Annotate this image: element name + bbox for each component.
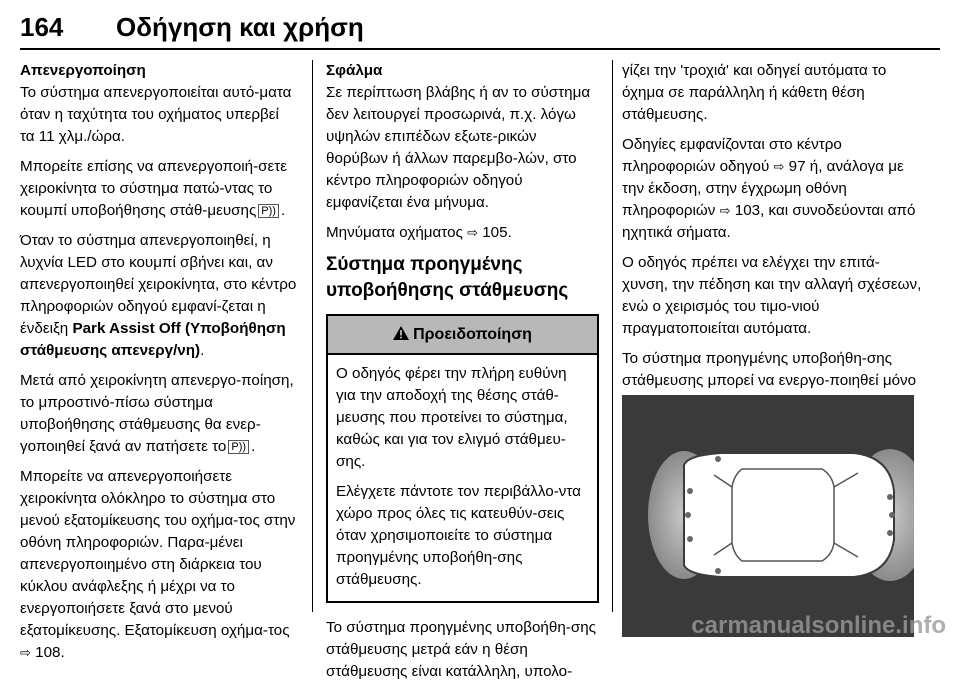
car-body-icon xyxy=(684,453,894,577)
parking-sensor-illustration xyxy=(622,395,914,637)
park-assist-off-message: Park Assist Off (Υποβοήθηση στάθμευσης απενεργ/νη) xyxy=(20,320,286,359)
led-off-text: Όταν το σύστημα απενεργοποιηθεί, η λυχνία LED στο κουμπί σβήνει και, αν απενεργοποιηθεί χειροκίνητα, στο κέντρο πληροφοριών οδηγού εμφανί-ζεται η ένδειξη xyxy=(20,232,297,337)
ref-link-105[interactable]: 105 xyxy=(482,224,508,241)
reference-arrow-icon: ⇨ xyxy=(467,225,478,240)
chapter-title: Οδήγηση και χρήση xyxy=(116,12,364,42)
reference-arrow-icon: ⇨ xyxy=(773,159,785,174)
parking-assist-button-icon: P)) xyxy=(228,440,249,454)
instructions-text: Οδηγίες εμφανίζονται στο κέντρο πληροφοριών οδηγού xyxy=(622,136,842,175)
warning-title: Προειδοποίηση xyxy=(413,326,532,343)
warning-text-2: Ελέγχετε πάντοτε τον περιβάλλο-ντα χώρο προς όλες τις κατευθύν-σεις όταν χρησιμοποιείτε το σύστημα προηγμένης υποβοήθη-σης στάθμευσης. xyxy=(336,483,581,588)
trajectory-text: γίζει την 'τροχιά' και οδηγεί αυτόματα το όχημα σε παράλληλη ή κάθετη θέση στάθμευσης. xyxy=(622,62,887,123)
instructions-mid-text: ή, ανάλογα με την έκδοση, στην έγχρωμη οθόνη πληροφοριών xyxy=(622,158,904,219)
warning-triangle-icon xyxy=(393,326,409,340)
deactivation-text: Το σύστημα απενεργοποιείται αυτό-ματα όταν η ταχύτητα του οχήματος υπερβεί τα 11 χλμ./ώρα. xyxy=(20,84,292,145)
driver-control-text: Ο οδηγός πρέπει να ελέγχει την επιτά-χυνση, την πέδηση και την αλλαγή σχέσεων, ενώ ο χειρισμός του τιμο-νιού πραγματοποιείται αυτόματα. xyxy=(622,254,922,337)
ref-link-108[interactable]: 108 xyxy=(35,644,61,661)
fault-text: Σε περίπτωση βλάβης ή αν το σύστημα δεν λειτουργεί προσωρινά, π.χ. λόγω υψηλών επιπέδων εξωτε-ρικών θορύβων ή άλλων παρεμβο-λών, στο κέντρο πληροφοριών οδηγού εμφανίζεται ένα μήνυμα. xyxy=(326,84,591,211)
column-divider xyxy=(312,60,313,612)
column-divider xyxy=(612,60,613,612)
section-title: Σύστημα προηγμένης υποβοήθησης στάθμευσης xyxy=(326,254,569,301)
reactivation-text: Μετά από χειροκίνητη απενεργο-ποίηση, το μπροστινό-πίσω σύστημα υποβοήθησης στάθμευσης θα ενερ-γοποιηθεί ξανά αν πατήσετε το xyxy=(20,372,294,455)
header-rule xyxy=(20,48,940,50)
parking-assist-button-icon: P)) xyxy=(258,204,279,218)
warning-box xyxy=(326,314,599,603)
fault-heading: Σφάλμα xyxy=(326,62,383,79)
advanced-assist-text: Το σύστημα προηγμένης υποβοήθη-σης στάθμευσης μετρά εάν η θέση στάθμευσης είναι κατάλληλη, υπολο- xyxy=(326,619,596,680)
vehicle-messages-text: Μηνύματα οχήματος xyxy=(326,224,463,241)
reference-arrow-icon: ⇨ xyxy=(20,645,31,660)
page-header xyxy=(20,8,940,50)
ref-link-97[interactable]: 97 xyxy=(788,158,806,175)
column-1: Απενεργοποίηση Το σύστημα απενεργοποιείται αυτό-ματα όταν η ταχύτητα του οχήματος υπερβεί τα 11 χλμ./ώρα. Μπορείτε επίσης να απενεργοποιή-σετε χειροκίνητα το σύστημα πατώ-ντας το κουμπί υποβοήθησης στάθ-μευσης P)) . Όταν το σύστημα απενεργοποιηθεί, η λυχνία LED στο κουμπί σβήνει και, αν απενεργοποιηθεί χειροκίνητα, στο κέντρο πληροφοριών οδηγού εμφανί-ζεται η ένδειξη Park Assist Off (Υποβοήθηση στάθμευσης απενεργ/νη). Μετά από χειροκίνητη απενεργο-ποίηση, το μπροστινό-πίσω σύστημα υποβοήθησης στάθμευσης θα ενερ-γοποιηθεί ξανά αν πατήσετε το P)) . Μπορείτε να απενεργοποιήσετε χειροκίνητα ολόκληρο το σύστημα στο μενού εξατομίκευσης του οχήμα-τος στην οθόνη πληροφοριών. Παρα-μένει απενεργοποιημένο στη διάρκεια του κύκλου ανάφλεξης ή μέχρι να το ενεργοποιήσετε ξανά στο μενού εξατομίκευσης. Εξατομίκευση οχήμα-τος ⇨ 108. xyxy=(20,62,297,661)
ref-link-103[interactable]: 103 xyxy=(734,202,761,219)
warning-header xyxy=(328,316,597,355)
column-2: Σφάλμα Σε περίπτωση βλάβης ή αν το σύστημα δεν λειτουργεί προσωρινά, π.χ. λόγω υψηλών επιπέδων εξωτε-ρικών θορύβων ή άλλων παρεμβο-λών, στο κέντρο πληροφοριών οδηγού εμφανίζεται ένα μήνυμα. Μηνύματα οχήματος ⇨ 105. Σύστημα προηγμένης υποβοήθησης στάθμευσης Προειδοποίηση Ο οδηγός φέρει την πλήρη ευθύνη για την αποδοχή της θέσης στάθ-μευσης που προτείνει το σύστημα, καθώς και για τον ελιγμό στάθμευ-σης. Ελέγχετε πάντοτε τον περιβάλλο-ντα χώρο προς όλες τις κατευθύν-σεις όταν χρησιμοποιείτε το σύστημα προηγμένης υποβοήθη-σης στάθμευσης. Το σύστημα προηγμένης υποβοήθη-σης στάθμευσης μετρά εάν η θέση στάθμευσης είναι κατάλληλη, υπολο- xyxy=(326,60,599,691)
personalization-text: Μπορείτε να απενεργοποιήσετε χειροκίνητα ολόκληρο το σύστημα στο μενού εξατομίκευσης του οχήμα-τος στην οθόνη πληροφοριών. Παρα-μένει απενεργοποιημένο στη διάρκεια του κύκλου ανάφλεξης ή μέχρι να το ενεργοποιήσετε ξανά στο μενού εξατομίκευσης. Εξατομίκευση οχήμα-τος xyxy=(20,468,296,639)
column-3: γίζει την 'τροχιά' και οδηγεί αυτόματα το όχημα σε παράλληλη ή κάθετη θέση στάθμευσης. Οδηγίες εμφανίζονται στο κέντρο πληροφοριών οδηγού ⇨ 97 ή, ανάλογα με την έκδοση, στην έγχρωμη οθόνη πληροφοριών ⇨ 103, και συνοδεύονται από ηχητικά σήματα. Ο οδηγός πρέπει να ελέγχει την επιτά-χυνση, την πέδηση και την αλλαγή σχέσεων, ενώ ο χειρισμός του τιμο-νιού πραγματοποιείται αυτόματα. Το σύστημα προηγμένης υποβοήθη-σης στάθμευσης μπορεί να ενεργο-ποιηθεί μόνο xyxy=(622,60,922,422)
watermark: carmanualsonline.info xyxy=(691,612,946,639)
page-number: 164 xyxy=(20,12,64,42)
warning-body xyxy=(328,355,597,601)
car-sensor-diagram xyxy=(622,395,914,637)
forward-only-text: Το σύστημα προηγμένης υποβοήθη-σης στάθμευσης μπορεί να ενεργο-ποιηθεί μόνο xyxy=(622,350,917,389)
instructions-end-text: και συνοδεύονται από ηχητικά σήματα. xyxy=(622,202,916,241)
deactivation-heading: Απενεργοποίηση xyxy=(20,62,146,79)
reference-arrow-icon: ⇨ xyxy=(719,203,731,218)
manual-deactivation-text: Μπορείτε επίσης να απενεργοποιή-σετε χειροκίνητα το σύστημα πατώ-ντας το κουμπί υποβοήθησης στάθ-μευσης xyxy=(20,158,288,219)
warning-text-1: Ο οδηγός φέρει την πλήρη ευθύνη για την αποδοχή της θέσης στάθ-μευσης που προτείνει το σύστημα, καθώς και για τον ελιγμό στάθμευ-σης. xyxy=(336,365,568,470)
